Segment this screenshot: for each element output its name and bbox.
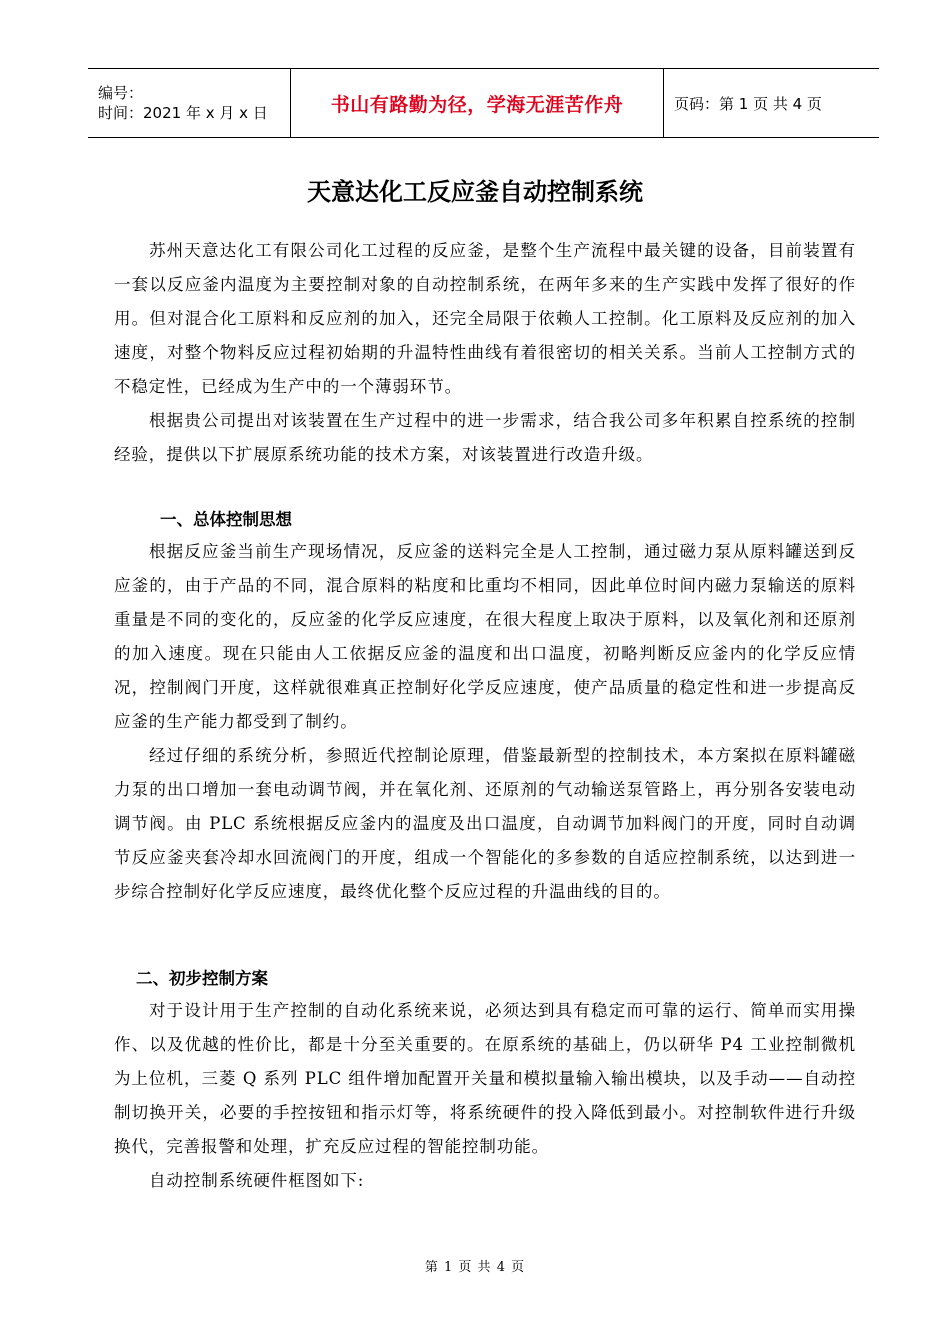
page-footer: 第 1 页 共 4 页 — [424, 1260, 526, 1275]
header-table — [88, 68, 879, 138]
section-1-paragraph-2: 经过仔细的系统分析，参照近代控制论原理，借鉴最新型的控制技术，本方案拟在原料罐磁力泵的出口增加一套电动调节阀，并在氧化剂、还原剂的气动输送泵管路上，再分别各安装电动调节阀。由 PLC 系统根据反应釜内的温度及出口温度，自动调节加料阀门的开度，同时自动调节反应釜夹套冷却水回流阀门的开度，组成一个智能化的多参数的自适应控制系统，以达到进一步综合控制好化学反应速度，最终优化整个反应过程的升温曲线的目的。 — [114, 746, 856, 901]
serial-label: 编号： — [98, 84, 144, 102]
section-1-heading: 一、总体控制思想 — [160, 510, 292, 529]
intro-section — [114, 234, 856, 472]
intro-paragraph-2: 根据贵公司提出对该装置在生产过程中的进一步需求，结合我公司多年积累自控系统的控制经验，提供以下扩展原系统功能的技术方案，对该装置进行改造升级。 — [114, 411, 856, 464]
header-left-cell — [88, 69, 290, 137]
intro-paragraph-1: 苏州天意达化工有限公司化工过程的反应釜，是整个生产流程中最关键的设备，目前装置有一套以反应釜内温度为主要控制对象的自动控制系统，在两年多来的生产实践中发挥了很好的作用。但对混合化工原料和反应剂的加入，还完全局限于依赖人工控制。化工原料及反应剂的加入速度，对整个物料反应过程初始期的升温特性曲线有着很密切的相关关系。当前人工控制方式的不稳定性，已经成为生产中的一个薄弱环节。 — [114, 241, 856, 396]
header-motto: 书山有路勤为径，学海无涯苦作舟 — [290, 69, 664, 137]
section-2-paragraph-2: 自动控制系统硬件框图如下: — [149, 1171, 365, 1190]
section-2-paragraph-1: 对于设计用于生产控制的自动化系统来说，必须达到具有稳定而可靠的运行、简单而实用操作、以及优越的性价比，都是十分至关重要的。在原系统的基础上，仍以研华 P4 工业控制微机为上位机，三菱 Q 系列 PLC 组件增加配置开关量和模拟量输入输出模块，以及手动——自动控制切换开关，必要的手控按钮和指示灯等，将系统硬件的投入降低到最小。对控制软件进行升级换代，完善报警和处理，扩充反应过程的智能控制功能。 — [114, 1001, 856, 1156]
document-title: 天意达化工反应釜自动控制系统 — [307, 178, 643, 206]
section-2-heading: 二、初步控制方案 — [136, 969, 268, 988]
section-1-paragraph-1: 根据反应釜当前生产现场情况，反应釜的送料完全是人工控制，通过磁力泵从原料罐送到反应釜的，由于产品的不同，混合原料的粘度和比重均不相同，因此单位时间内磁力泵输送的原料重量是不同的变化的，反应釜的化学反应速度，在很大程度上取决于原料，以及氧化剂和还原剂的加入速度。现在只能由人工依据反应釜的温度和出口温度，初略判断反应釜内的化学反应情况，控制阀门开度，这样就很难真正控制好化学反应速度，使产品质量的稳定性和进一步提高反应釜的生产能力都受到了制约。 — [114, 542, 856, 731]
section-1-body — [114, 535, 856, 909]
time-label: 时间：2021 年 x 月 x 日 — [98, 104, 268, 122]
section-2-body — [114, 994, 856, 1198]
header-page-info: 页码：第 1 页 共 4 页 — [674, 94, 822, 113]
